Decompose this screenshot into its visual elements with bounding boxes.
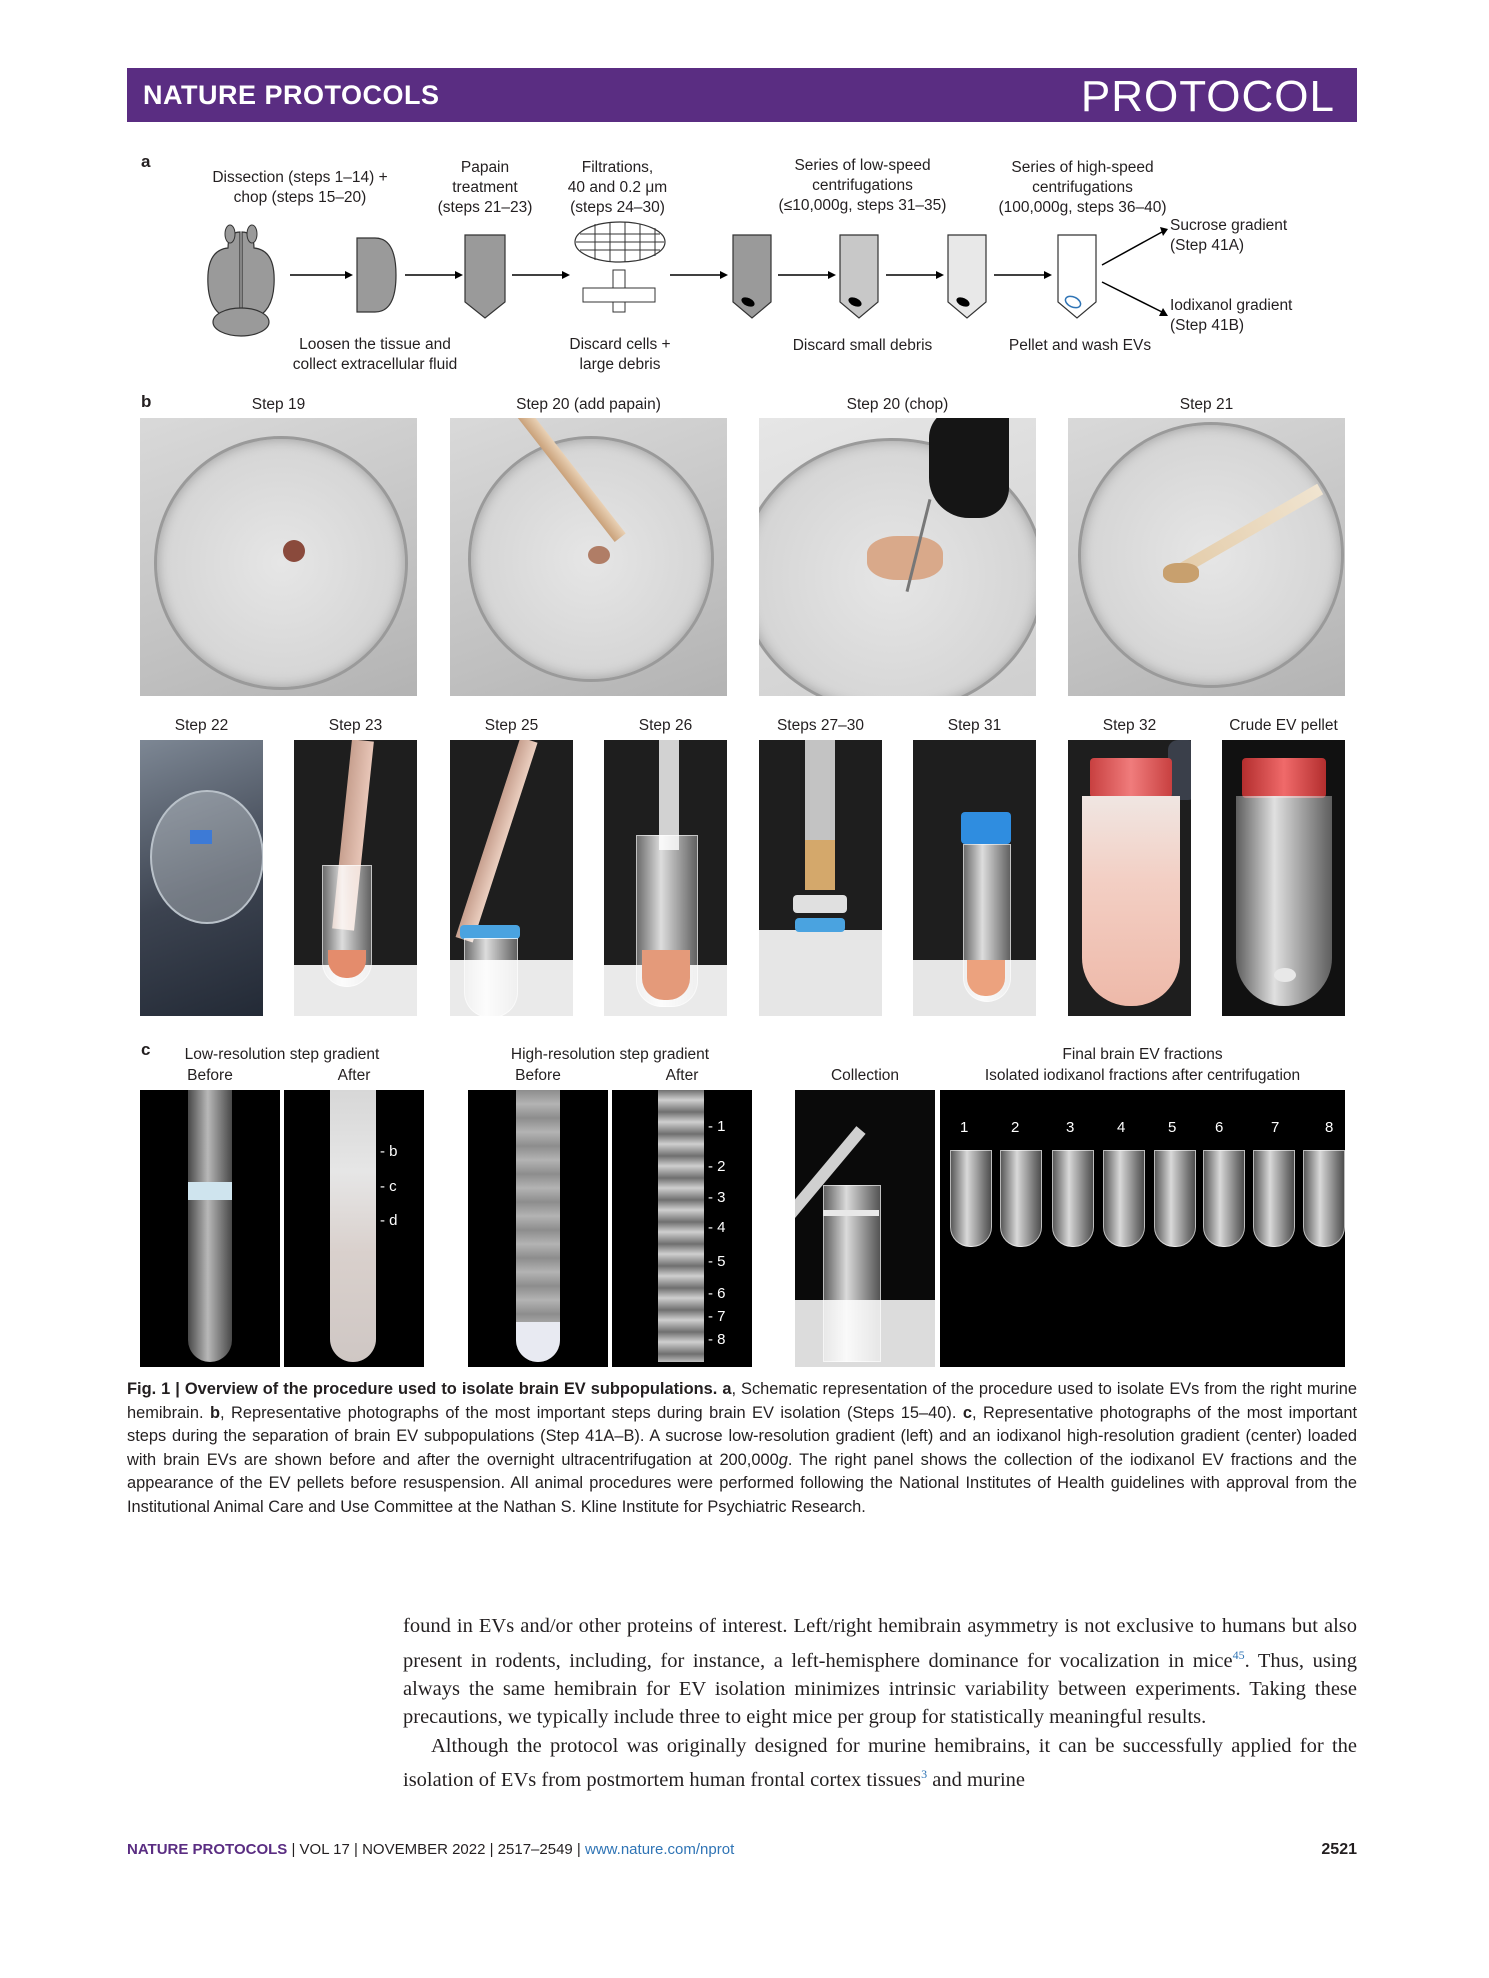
gradient-mark: - d <box>380 1212 398 1229</box>
photo-label: Step 26 <box>638 717 693 734</box>
high-res-title: High-resolution step gradient <box>510 1046 710 1063</box>
photo-label: Step 23 <box>328 717 383 734</box>
caption-b-letter: b <box>210 1403 221 1422</box>
photo-high-res-before <box>468 1090 608 1367</box>
photo-step-26 <box>604 740 727 1016</box>
high-res-before-label: Before <box>515 1067 561 1084</box>
fraction-number: 4 <box>1117 1119 1126 1136</box>
photo-step-19 <box>140 418 417 696</box>
journal-name: NATURE PROTOCOLS <box>143 80 440 110</box>
schematic-diagram <box>200 220 1200 340</box>
photo-high-res-after <box>612 1090 752 1367</box>
journal-header-bar <box>127 68 1357 122</box>
gradient-mark: - 4 <box>708 1219 726 1236</box>
photo-step-32 <box>1068 740 1191 1016</box>
bottom-label-loosen: Loosen the tissue and collect extracellular fluid <box>292 336 458 373</box>
caption-c-text: , Representative photographs of the most important steps during the separation of brain EV subpopulations (Step 41A–B). A sucrose low-resolution gradient (left) and an iodixanol high-resolution gradient (center) loaded with brain EVs are shown before and after the overnight ultracentrifugation at 200,000 <box>127 1403 1357 1469</box>
text-span: and murine <box>927 1769 1026 1792</box>
photo-label: Step 20 (add papain) <box>516 396 661 413</box>
photo-step-23 <box>294 740 417 1016</box>
caption-a-letter: a <box>722 1380 732 1398</box>
panel-a-letter: a <box>141 152 151 171</box>
photo-label: Crude EV pellet <box>1229 717 1338 734</box>
photo-label: Step 19 <box>251 396 306 413</box>
gradient-mark: - 3 <box>708 1189 726 1206</box>
photo-label: Steps 27–30 <box>776 717 865 734</box>
tube-with-pellet-icon <box>840 235 878 318</box>
fraction-number: 7 <box>1271 1119 1280 1136</box>
step-label-low-speed: Series of low-speed centrifugations (≤10,000g, steps 31–35) <box>778 157 947 214</box>
branch-iodixanol: Iodixanol gradient (Step 41B) <box>1170 297 1293 334</box>
gradient-mark: - c <box>380 1178 397 1195</box>
photo-crude-ev-pellet <box>1222 740 1345 1016</box>
gradient-mark: - 5 <box>708 1253 726 1270</box>
bottom-label-discard-debris: Discard small debris <box>792 337 933 354</box>
photo-label: Step 21 <box>1179 396 1234 413</box>
gradient-mark: - 7 <box>708 1308 726 1325</box>
hemibrain-icon <box>357 238 396 312</box>
low-res-before-label: Before <box>187 1067 233 1084</box>
page-footer <box>127 1841 1357 1858</box>
bottom-label-discard-cells: Discard cells + large debris <box>569 336 671 373</box>
photo-step-31 <box>913 740 1036 1016</box>
footer-details: | VOL 17 | NOVEMBER 2022 | 2517–2549 | <box>287 1841 585 1858</box>
photo-final-fractions <box>940 1090 1345 1367</box>
syringe-filter-icon <box>583 270 655 312</box>
photo-label: Step 31 <box>947 717 1002 734</box>
photo-steps-27-30 <box>759 740 882 1016</box>
filter-mesh-icon <box>575 222 665 262</box>
fraction-number: 1 <box>960 1119 969 1136</box>
branch-sucrose: Sucrose gradient (Step 41A) <box>1170 217 1288 254</box>
text-span: found in EVs and/or other proteins of interest. Left/right hemibrain asymmetry is not exclusive to humans but also present in rodents, including, for instance, a left-hemisphere dominance for vocalization in mice <box>403 1615 1357 1672</box>
figure-caption <box>127 1378 1357 1519</box>
step-label-filtration: Filtrations, 40 and 0.2 μm (steps 24–30) <box>567 159 668 216</box>
tube-icon <box>465 235 505 318</box>
caption-label: Fig. 1 | Overview of the procedure used to isolate brain EV subpopulations. <box>127 1380 718 1398</box>
photo-low-res-after <box>284 1090 424 1367</box>
reference-link[interactable]: 45 <box>1232 1647 1245 1662</box>
fraction-number: 8 <box>1325 1119 1334 1136</box>
article-type: PROTOCOL <box>1080 72 1335 121</box>
fraction-number: 2 <box>1011 1119 1020 1136</box>
photo-step-20-papain <box>450 418 727 696</box>
caption-g: g <box>778 1450 788 1469</box>
photo-low-res-before <box>140 1090 280 1367</box>
collection-label: Collection <box>830 1067 900 1084</box>
paragraph <box>403 1612 1357 1732</box>
tube-with-pellet-icon <box>948 235 986 318</box>
step-label-high-speed: Series of high-speed centrifugations (100,000g, steps 36–40) <box>998 159 1167 216</box>
photo-step-21 <box>1068 418 1345 696</box>
final-fractions-subtitle: Isolated iodixanol fractions after centrifugation <box>984 1067 1301 1084</box>
page-number: 2521 <box>1321 1841 1357 1858</box>
footer-journal: NATURE PROTOCOLS <box>127 1841 288 1858</box>
fraction-number: 5 <box>1168 1119 1177 1136</box>
text-span: Although the protocol was originally designed for murine hemibrains, it can be successfully applied for the isolation of EVs from postmortem human frontal cortex tissues <box>403 1734 1357 1792</box>
gradient-mark: - 2 <box>708 1158 726 1175</box>
photo-label: Step 25 <box>484 717 539 734</box>
photo-step-22 <box>140 740 263 1016</box>
gradient-mark: - 8 <box>708 1331 726 1348</box>
high-res-after-label: After <box>665 1067 699 1084</box>
gradient-mark: - 1 <box>708 1118 726 1135</box>
caption-a-text: , Schematic representation of the procedure used to isolate EVs from the right murine hemibrain. <box>127 1380 1357 1422</box>
caption-rest: . The right panel shows the collection of the iodixanol EV fractions and the appearance of the EV pellets before resuspension. All animal procedures were performed following the National Institutes of Health guidelines with approval from the Institutional Animal Care and Use Committee at the Nathan S. Kline Institute for Psychiatric Research. <box>127 1450 1357 1516</box>
footer-url[interactable]: www.nature.com/nprot <box>585 1841 735 1858</box>
photo-step-20-chop <box>759 418 1036 696</box>
photo-label: Step 22 <box>174 717 229 734</box>
tube-with-ev-pellet-icon <box>1058 235 1096 318</box>
gradient-mark: - b <box>380 1143 398 1160</box>
body-text <box>403 1612 1357 1795</box>
fraction-number: 6 <box>1215 1119 1224 1136</box>
panel-c-letter: c <box>141 1040 151 1059</box>
brain-icon <box>208 225 274 336</box>
reference-link[interactable]: 3 <box>921 1767 928 1782</box>
photo-label: Step 32 <box>1102 717 1157 734</box>
final-fractions-title: Final brain EV fractions <box>1062 1046 1223 1063</box>
photo-collection <box>795 1090 935 1367</box>
photo-label: Step 20 (chop) <box>846 396 949 413</box>
tube-with-pellet-icon <box>733 235 771 318</box>
step-label-papain: Papain treatment (steps 21–23) <box>437 159 533 216</box>
gradient-mark: - 6 <box>708 1285 726 1302</box>
fraction-number: 3 <box>1066 1119 1075 1136</box>
bottom-label-pellet: Pellet and wash EVs <box>1008 337 1152 354</box>
low-res-after-label: After <box>337 1067 371 1084</box>
text-span: . Thus, using always the same hemibrain for EV isolation minimizes intrinsic variability between experiments. Taking these precautions, we typically include three to eight mice per group for statistically meaningful results. <box>403 1649 1357 1729</box>
step-label-dissection: Dissection (steps 1–14) + chop (steps 15–20) <box>212 169 388 206</box>
panel-b-letter: b <box>141 392 152 411</box>
caption-c-letter: c <box>962 1403 972 1422</box>
low-res-title: Low-resolution step gradient <box>184 1046 380 1063</box>
caption-b-text: , Representative photographs of the most important steps during brain EV isolation (Steps 15–40). <box>220 1403 957 1422</box>
photo-step-25 <box>450 740 573 1016</box>
paragraph <box>403 1732 1357 1795</box>
